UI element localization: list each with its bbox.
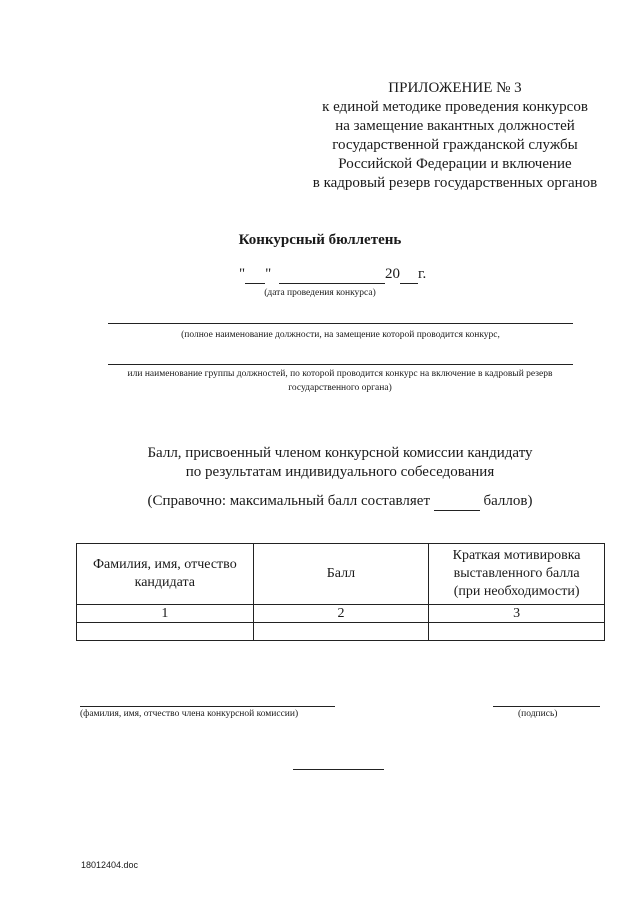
score-heading-line: Балл, присвоенный членом конкурсной комиссии кандидату — [147, 445, 533, 461]
ballot-title: Конкурсный бюллетень — [238, 232, 402, 248]
score-heading-line: по результатам индивидуального собеседования — [185, 464, 495, 480]
group-caption — [80, 367, 600, 395]
appendix-line: государственной гражданской службы — [332, 137, 578, 153]
date-quote-close: " — [265, 266, 272, 282]
appendix-line: в кадровый резерв государственных органов — [312, 175, 598, 191]
name-signature-line — [80, 706, 335, 707]
max-score-blank — [434, 493, 480, 511]
column-number: 3 — [429, 605, 605, 623]
signature-line — [493, 706, 600, 707]
score-table — [76, 543, 605, 641]
header-text: Фамилия, имя, отчество — [92, 557, 237, 572]
reference-text-end: баллов) — [483, 493, 533, 509]
group-caption-line: или наименование группы должностей, по которой проводится конкурс на включение в кадровый резерв — [127, 369, 553, 379]
signature-caption: (подпись) — [518, 709, 558, 719]
candidate-name-cell[interactable] — [77, 623, 254, 641]
doc-filename: 18012404.doc — [81, 860, 139, 870]
month-blank — [279, 266, 385, 284]
group-caption-line: государственного органа) — [288, 383, 392, 393]
motivation-cell[interactable] — [429, 623, 605, 641]
header-text: (при необходимости) — [453, 584, 580, 599]
header-candidate-name — [77, 544, 254, 605]
appendix-header — [280, 79, 630, 193]
column-number-row — [77, 605, 605, 623]
header-text: кандидата — [134, 575, 196, 590]
separator-line — [293, 769, 384, 770]
header-text: выставленного балла — [453, 566, 580, 581]
score-heading — [0, 444, 640, 482]
date-year-prefix: 20 — [385, 266, 400, 282]
date-year-suffix: г. — [418, 266, 427, 282]
appendix-line: к единой методике проведения конкурсов — [322, 99, 588, 115]
column-number: 2 — [253, 605, 429, 623]
position-caption: (полное наименование должности, на замещение которой проводится конкурс, — [181, 330, 500, 340]
header-text: Балл — [326, 566, 356, 581]
max-score-reference — [0, 493, 640, 511]
position-line — [108, 323, 573, 324]
date-quote-open: " — [239, 266, 246, 282]
column-number: 1 — [77, 605, 254, 623]
day-blank — [245, 266, 265, 284]
year-blank — [400, 266, 418, 284]
date-caption: (дата проведения конкурса) — [264, 288, 376, 298]
table-header-row — [77, 544, 605, 605]
appendix-line: ПРИЛОЖЕНИЕ № 3 — [388, 80, 522, 96]
header-motivation — [429, 544, 605, 605]
appendix-line: на замещение вакантных должностей — [335, 118, 575, 134]
table-row — [77, 623, 605, 641]
reference-text: (Справочно: максимальный балл составляет — [147, 493, 431, 509]
score-cell[interactable] — [253, 623, 429, 641]
group-line — [108, 364, 573, 365]
member-name-caption: (фамилия, имя, отчество члена конкурсной комиссии) — [80, 709, 299, 719]
header-score — [253, 544, 429, 605]
appendix-line: Российской Федерации и включение — [338, 156, 572, 172]
header-text: Краткая мотивировка — [452, 548, 581, 563]
date-row — [239, 266, 426, 284]
